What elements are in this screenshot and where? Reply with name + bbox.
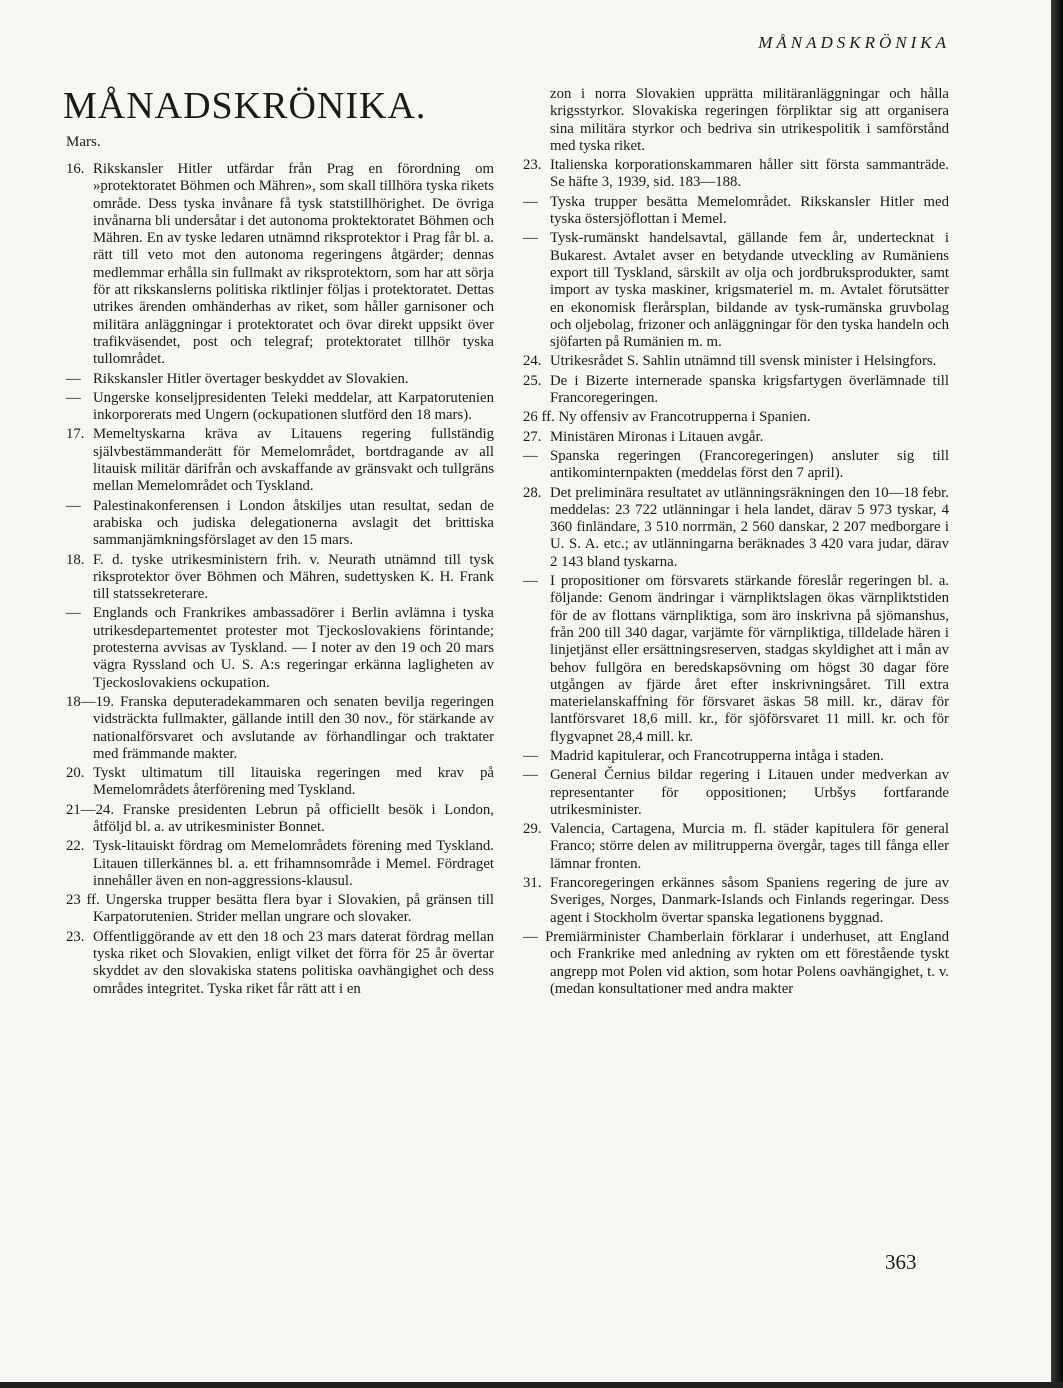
entry-text: Palestinakonferensen i London åtskiljes utan resultat, sedan de arabiska och judiska delegationerna avslagit det brittiska sammanjämkningsförslaget av den 15 mars. (93, 497, 494, 549)
chronicle-entry (66, 426, 494, 495)
entry-date-label: — (523, 747, 538, 764)
chronicle-entry (66, 605, 494, 691)
chronicle-entry (523, 875, 949, 927)
entry-text: Spanska regeringen (Francoregeringen) ansluter sig till antikominternpakten (meddelas först den 7 april). (550, 447, 949, 482)
entry-text: Rikskansler Hitler övertager beskyddet av Slovakien. (93, 370, 409, 387)
chronicle-entry (523, 821, 949, 873)
chronicle-entry (523, 573, 949, 746)
entry-text: Premiärminister Chamberlain förklarar i underhuset, att England och Frankrike med anledning av rykten om ett förestående tyskt angrepp mot Polen vid aktion, som hotar Polens oavhängighet, t. v. (medan konsultationer med andra makter (545, 928, 949, 997)
entry-date-label: — (523, 447, 538, 464)
continued-paragraph: zon i norra Slovakien upprätta militäranläggningar och hålla krigsstyrkor. Slovakiska regeringen förpliktar sig att organisera sina militära styrkor och bedriva sin utrikespolitik i samförstånd med tyska riket. (550, 86, 949, 154)
left-column (66, 161, 494, 1000)
entry-text: I propositioner om försvarets stärkande föreslår regeringen bl. a. följande: Genom ändringar i värnpliktslagen ökas värnpliktstiden för de av flottans värnpliktiga, som äro inskrivna på sjömanshus, från 200 till 340 dagar, varjämte för värnpliktiga, tilldelade hären i linjetjänst eller ersättningsreserven, stadgas skyldighet att i mån av behov fullgöra en beredskapsövning om högst 30 dagar före utgången av fjärde året efter inskrivningsåret. Till extra materielanskaffning för försvaret äskas 58 mill. kr., därav för lantförsvaret 18,6 mill. kr., för sjöförsvaret 11 mill. kr. och för flygvapnet 28,4 mill. kr. (550, 573, 949, 745)
entry-text: Francoregeringen erkännes såsom Spaniens regering de jure av Sveriges, Norges, Danmark-Islands och Finlands regeringar. Dess agent i Stockholm övertar spanska legationens byggnad. (550, 875, 949, 926)
chronicle-entry (66, 371, 494, 388)
right-column (523, 86, 949, 1000)
entry-date-label: — (523, 573, 538, 590)
entry-text: F. d. tyske utrikesministern frih. v. Neurath utnämnd till tysk riksprotektor över Böhmen och Mähren, sudettysken K. H. Frank till statssekreterare. (93, 551, 494, 603)
entry-date-label: — (523, 193, 538, 210)
entry-text: Englands och Frankrikes ambassadörer i Berlin avlämna i tyska utrikesdepartementet protester mot Tjeckoslovakiens förintande; protesterna avvisas av Tyskland. — I noter av den 19 och 20 mars vägra Ryssland och U. S. A:s regeringar erkänna lagligheten av Tjeckoslovakiens ockupation. (93, 605, 494, 691)
entry-text: Memeltyskarna kräva av Litauens regering fullständig självbestämmanderätt för Memelområdet, bortdragande av all litauisk militär därifrån och avskaffande av gränsvakt och tullgräns mellan Memelområdet och Tyskland. (93, 426, 494, 495)
chronicle-entry (523, 485, 949, 571)
chronicle-entry (523, 194, 949, 229)
chronicle-entry (523, 157, 949, 192)
entry-date-label: 23. (523, 157, 542, 174)
entry-text: Ministären Mironas i Litauen avgår. (550, 428, 764, 445)
entry-text: General Černius bildar regering i Litauen under medverkan av representanter för oppositionen; Urbšys fortfarande utrikesminister. (550, 767, 949, 818)
entry-text: Det preliminära resultatet av utlänningsräkningen den 10—18 febr. meddelas: 23 722 utlänningar i hela landet, därav 5 973 tyskar, 4 360 finländare, 3 510 norrmän, 2 560 danskar, 2 207 medborgare i U. S. A. etc.; av utlänningarna beräknades 3 420 vara judar, därav 2 143 bland tyskarna. (550, 484, 949, 570)
chronicle-entry (66, 765, 494, 800)
entry-text: Tyska trupper besätta Memelområdet. Rikskansler Hitler med tyska östersjöflottan i Memel. (550, 193, 949, 228)
entry-text: Offentliggörande av ett den 18 och 23 mars daterat fördrag mellan tyska riket och Slovakien, enligt vilket det förra för 25 år övertar skyddet av den slovakiska statens politiska oavhängighet och dess områdes integritet. Tyska riket får rätt att i en (93, 928, 494, 997)
chronicle-entry (523, 409, 949, 426)
chronicle-entry (66, 694, 494, 763)
entry-text: Tyskt ultimatum till litauiska regeringen med krav på Memelområdets återförening med Tyskland. (93, 765, 494, 799)
entry-text: Madrid kapitulerar, och Francotrupperna intåga i staden. (550, 747, 884, 764)
entry-date-label: — (66, 497, 81, 514)
entry-text: Franska deputeradekammaren och senaten bevilja regeringen vidsträckta fullmakter, gällande intill den 30 nov., för stärkande av nationalförsvaret och avslutande av förhandlingar och traktater med främmande makter. (93, 693, 494, 762)
scan-edge-right (1051, 0, 1063, 1388)
page-number: 363 (885, 1250, 917, 1274)
entry-date-label: 18—19. (66, 693, 115, 710)
entry-date-label: 29. (523, 821, 542, 838)
entry-text: Franske presidenten Lebrun på officiellt besök i London, åtföljd bl. a. av utrikesminister Bonnet. (93, 801, 494, 835)
scan-edge-bottom (0, 1382, 1063, 1388)
chronicle-entry (66, 552, 494, 604)
entry-date-label: — (66, 370, 81, 387)
entry-date-label: 28. (523, 484, 542, 501)
entry-date-label: — (523, 928, 538, 945)
chronicle-entry (66, 892, 494, 927)
entry-date-label: 27. (523, 428, 542, 445)
chronicle-entry (523, 373, 949, 408)
entry-date-label: 16. (66, 161, 85, 177)
entry-text: Valencia, Cartagena, Murcia m. fl. städer kapitulera för general Franco; större delen av militrupperna övergår, tages till fånga eller lämnar fronten. (550, 821, 949, 872)
entry-date-label: 25. (523, 372, 542, 389)
entry-date-label: — (66, 605, 81, 622)
month-heading: Mars. (66, 134, 101, 150)
entry-text: Ny offensiv av Francotrupperna i Spanien. (558, 409, 811, 426)
chronicle-entry (66, 390, 494, 425)
chronicle-entry (523, 429, 949, 446)
chronicle-entry (66, 802, 494, 837)
chronicle-entry (523, 448, 949, 483)
entry-date-label: — (66, 389, 81, 406)
entry-date-label: — (523, 230, 538, 247)
chronicle-entry (523, 767, 949, 819)
entry-date-label: 23 ff. (66, 892, 100, 909)
entry-date-label: — (523, 767, 538, 784)
entry-date-label: 22. (66, 838, 85, 855)
entry-text: De i Bizerte internerade spanska krigsfartygen överlämnade till Francoregeringen. (550, 372, 949, 407)
chronicle-entry (523, 748, 949, 765)
entry-date-label: 24. (523, 353, 542, 370)
entry-date-label: 21—24. (66, 801, 115, 818)
entry-date-label: 17. (66, 426, 85, 443)
entry-date-label: 18. (66, 551, 85, 568)
entry-date-label: 20. (66, 765, 85, 782)
chronicle-entry (66, 498, 494, 550)
chronicle-entry (523, 353, 949, 370)
page-title: MÅNADSKRÖNIKA. (63, 85, 427, 127)
running-head: MÅNADSKRÖNIKA (758, 33, 950, 52)
entry-date-label: 26 ff. (523, 409, 555, 426)
chronicle-entry (66, 929, 494, 998)
entry-date-label: 23. (66, 928, 85, 945)
chronicle-entry (66, 161, 494, 369)
chronicle-entry (66, 838, 494, 890)
entry-text: Ungerska trupper besätta flera byar i Slovakien, på gränsen till Karpatorutenien. Strider mellan ungrare och slovaker. (93, 892, 494, 926)
chronicle-entry (523, 929, 949, 998)
entry-text: Tysk-litauiskt fördrag om Memelområdets förening med Tyskland. Litauen tillerkännes bl. a. ett frihamnsområde i Memel. Fördraget innehåller även en non-aggressions-klausul. (93, 838, 494, 889)
entry-date-label: 31. (523, 875, 542, 892)
entry-text: Tysk-rumänskt handelsavtal, gällande fem år, undertecknat i Bukarest. Avtalet avser en betydande utveckling av Rumäniens export till Tyskland, särskilt av olja och jordbruksprodukter, samt import av tyska maskiner, krigsmateriel m. m. Avtalet förutsätter en ekonomisk flerårsplan, bildande av tysk-rumänska gruvbolag och oljebolag, frizoner och anläggningar för den tyska handeln och sjöfarten på Rumänien m. m. (550, 230, 949, 351)
entry-text: Utrikesrådet S. Sahlin utnämnd till svensk minister i Helsingfors. (550, 353, 937, 370)
entry-text: Rikskansler Hitler utfärdar från Prag en förordning om »protektoratet Böhmen och Mähren», som skall tillhöra tyska rikets område. Dess tyska invånare få tysk statstillhörighet. De övriga invånarna bli undersåtar i det autonoma proktektoratet Böhmen och Mähren. En av tyske ledaren utnämnd riksprotektor i Prag får bl. a. rätt till veto mot den autonoma regeringens åtgärder; dennas medlemmar erhålla sin fullmakt av riksprotektorn, som har att sörja för att rikskanslerns politiska riktlinjer följas i protektoratet. Dettas utrikes ärenden omhänderhas av riket, som håller garnisoner och militära anläggningar i protektoratet och övar direkt uppsikt över trafikväsendet, post och telegraf; protektoratet tillhör tyska tullområdet. (93, 161, 494, 368)
chronicle-entry (523, 230, 949, 351)
entry-text: Ungerske konseljpresidenten Teleki meddelar, att Karpatorutenien inkorporerats med Ungern (ockupationen slutförd den 18 mars). (93, 389, 494, 424)
entry-text: Italienska korporationskammaren håller sitt första sammanträde. Se häfte 3, 1939, sid. 183—188. (550, 157, 949, 191)
